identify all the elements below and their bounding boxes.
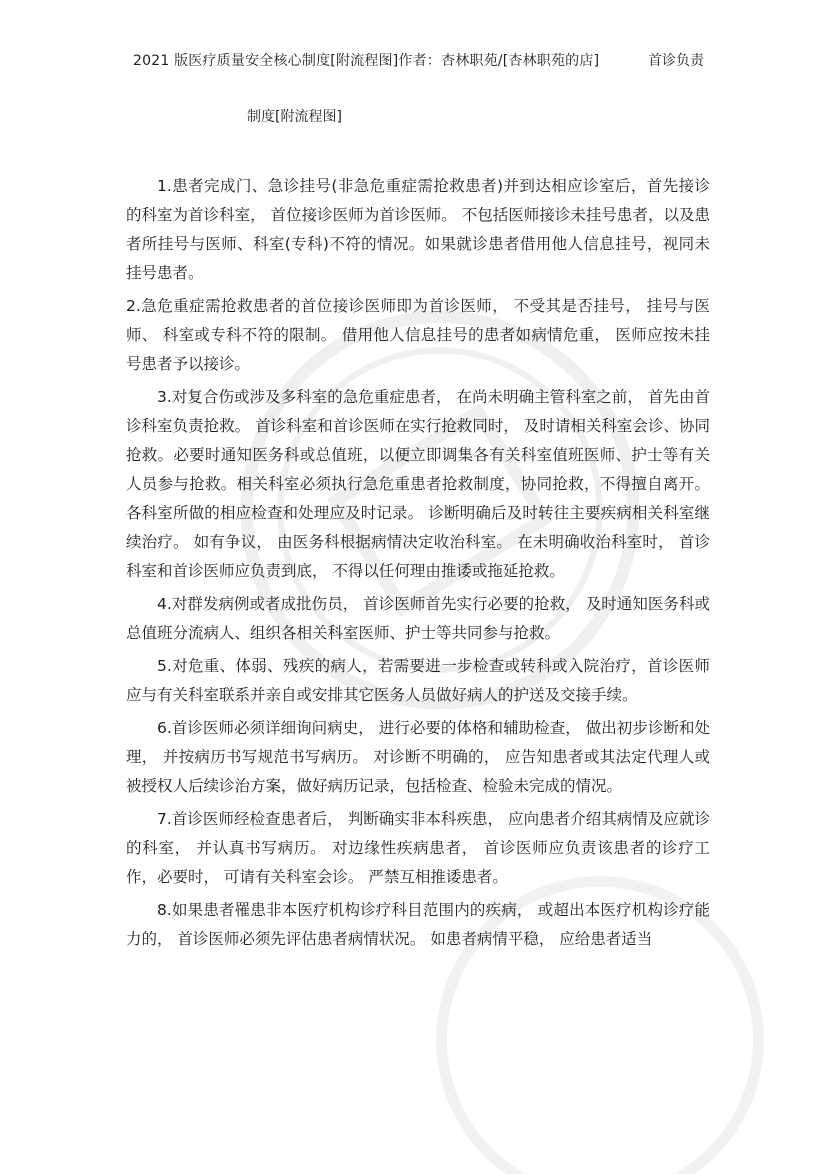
paragraph-2: 2.急危重症需抢救患者的首位接诊医师即为首诊医师， 不受其是否挂号， 挂号与医师、 科室或专科不符的限制。 借用他人信息挂号的患者如病情危重， 医师应按未挂号患者予以接诊。 (126, 297, 710, 373)
paragraph-7: 7.首诊医师经检查患者后， 判断确实非本科疾患， 应向患者介绍其病情及应就诊的科室， 并认真书写病历。 对边缘性疾病患者， 首诊医师应负责该患者的诊疗工作，必要时， 可请有关科室会诊。 严禁互相推诿患者。 (126, 810, 710, 886)
paragraph-5: 5.对危重、体弱、残疾的病人，若需要进一步检查或转科或入院治疗，首诊医师应与有关科室联系并亲自或安排其它医务人员做好病人的护送及交接手续。 (126, 657, 710, 704)
header-right-text: 首诊负责 (648, 53, 704, 69)
page-header (0, 50, 830, 74)
paragraph-4: 4.对群发病例或者成批伤员， 首诊医师首先实行必要的抢救， 及时通知医务科或总值班分流病人、组织各相关科室医师、护士等共同参与抢救。 (126, 595, 710, 642)
paragraph-1: 1.患者完成门、急诊挂号(非急危重症需抢救患者)并到达相应诊室后，首先接诊的科室为首诊科室， 首位接诊医师为首诊医师。 不包括医师接诊未挂号患者，以及患者所挂号与医师、科室(专科)不符的情况。如果就诊患者借用他人信息挂号，视同未挂号患者。 (126, 177, 710, 282)
document-body (126, 172, 710, 958)
paragraph-6: 6.首诊医师必须详细询问病史， 进行必要的体格和辅助检查， 做出初步诊断和处理， 并按病历书写规范书写病历。 对诊断不明确的， 应告知患者或其法定代理人或被授权人后续诊治方案，做好病历记录，包括检查、检验未完成的情况。 (126, 719, 710, 795)
header-title: 2021 版医疗质量安全核心制度[附流程图]作者：杏林职苑/[杏林职苑的店] (133, 53, 600, 69)
header-subtitle: 制度[附流程图] (247, 109, 342, 125)
paragraph-3: 3.对复合伤或涉及多科室的急危重症患者， 在尚未明确主管科室之前， 首先由首诊科室负责抢救。 首诊科室和首诊医师在实行抢救同时， 及时请相关科室会诊、协同抢救。必要时通知医务科或总值班，以便立即调集各有关科室值班医师、护士等有关人员参与抢救。相关科室必须执行急危重患者抢救制度，协同抢救，不得擅自离开。 各科室所做的相应检查和处理应及时记录。 诊断明确后及时转往主要疾病相关科室继续治疗。 如有争议， 由医务科根据病情决定收治科室。 在未明确收治科室时， 首诊科室和首诊医师应负责到底， 不得以任何理由推诿或拖延抢救。 (126, 388, 710, 580)
paragraph-8: 8.如果患者罹患非本医疗机构诊疗科目范围内的疾病， 或超出本医疗机构诊疗能力的， 首诊医师必须先评估患者病情状况。 如患者病情平稳， 应给患者适当 (126, 901, 710, 948)
